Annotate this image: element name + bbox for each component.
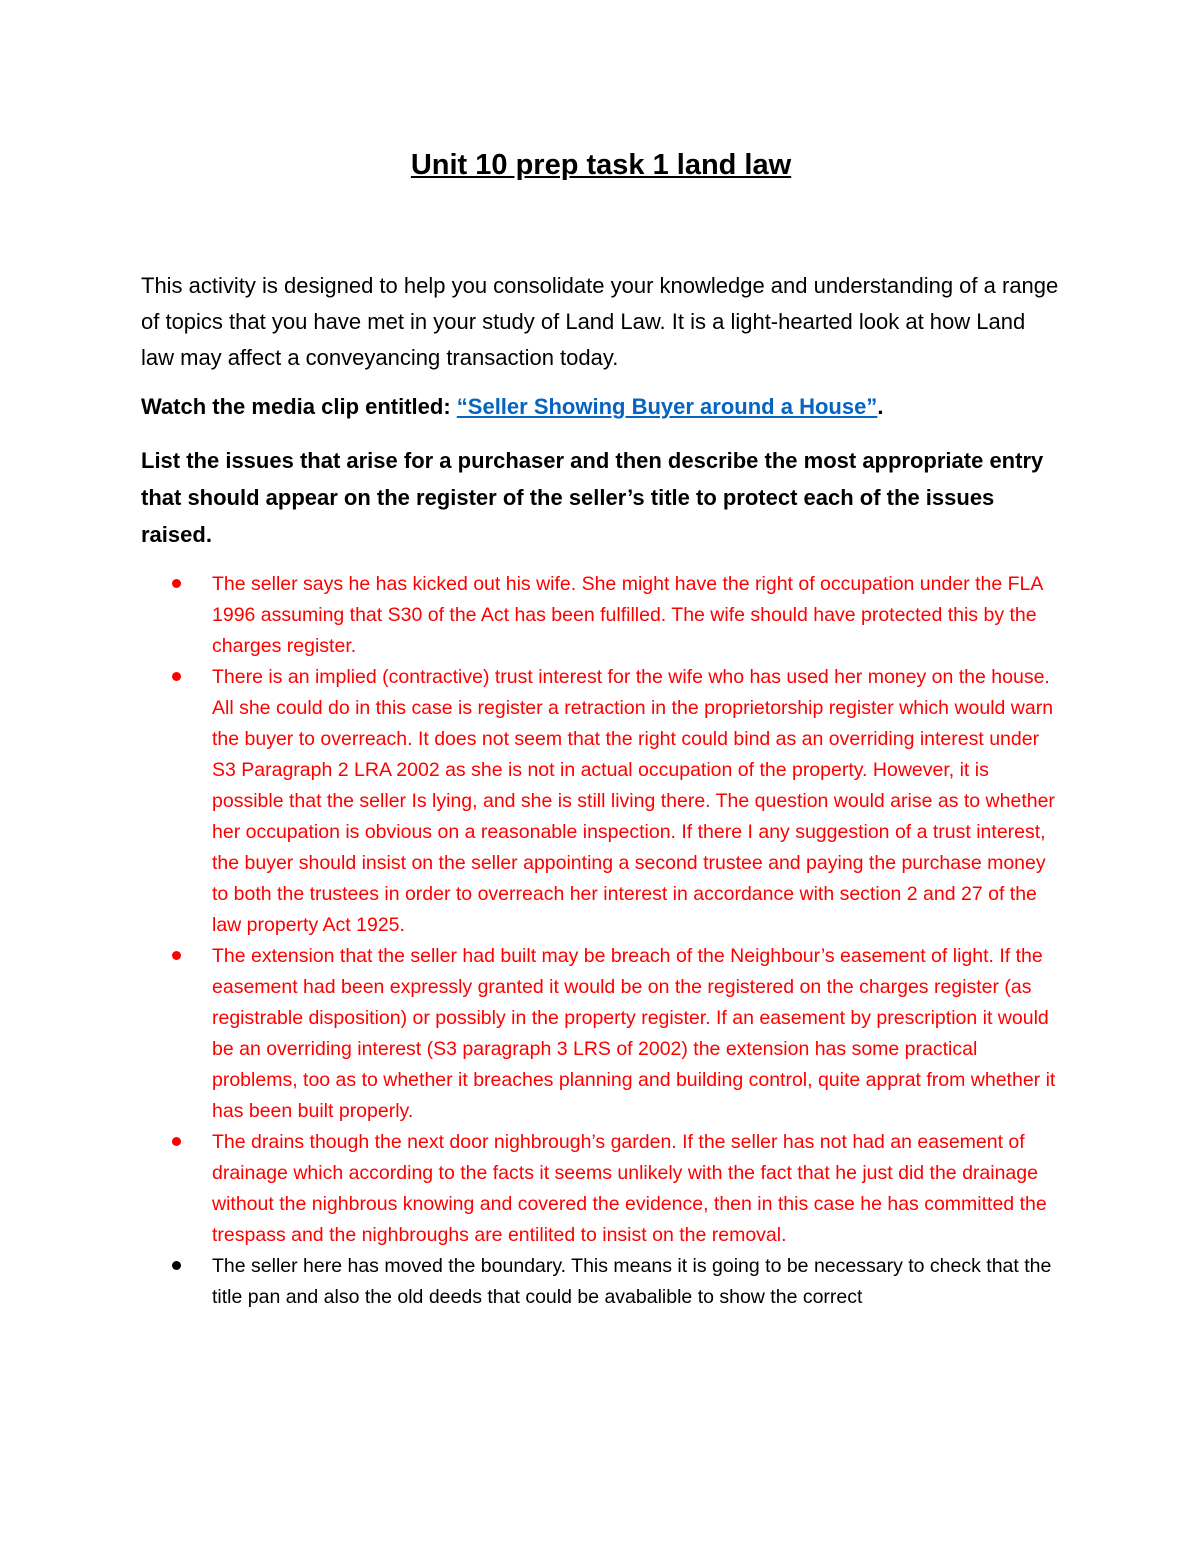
issues-list xyxy=(141,569,1061,1313)
issue-text: The extension that the seller had built may be breach of the Neighbour’s easement of light. If the easement had been expressly granted it would be on the registered on the charges register (as registrable disposition) or possibly in the property register. If an easement by prescription it would be an overriding interest (S3 paragraph 3 LRS of 2002) the extension has some practical problems, too as to whether it breaches planning and building control, quite apprat from whether it has been built properly. xyxy=(212,945,1056,1122)
issue-text: The seller says he has kicked out his wife. She might have the right of occupation under the FLA 1996 assuming that S30 of the Act has been fulfilled. The wife should have protected this by the charges register. xyxy=(212,573,1043,657)
issue-text: The seller here has moved the boundary. This means it is going to be necessary to check that the title pan and also the old deeds that could be avabalible to show the correct xyxy=(212,1255,1052,1308)
issue-text: The drains though the next door nighbrough’s garden. If the seller has not had an easement of drainage which according to the facts it seems unlikely with the fact that he just did the drainage without the nighbrous knowing and covered the evidence, then in this case he has committed the trespass and the nighbroughs are entilited to insist on the removal. xyxy=(212,1131,1047,1246)
watch-instruction xyxy=(141,390,1061,424)
intro-paragraph: This activity is designed to help you consolidate your knowledge and understanding of a range of topics that you have met in your study of Land Law. It is a light-hearted look at how Land law may affect a conveyancing transaction today. xyxy=(141,273,1059,370)
watch-prefix: Watch the media clip entitled: xyxy=(141,394,457,419)
bullet-icon xyxy=(172,672,181,681)
list-item xyxy=(141,569,1061,662)
task-instruction: List the issues that arise for a purchaser and then describe the most appropriate entry that should appear on the register of the seller’s title to protect each of the issues raised. xyxy=(141,448,1044,547)
document-body xyxy=(141,148,1061,1313)
document-title: Unit 10 prep task 1 land law xyxy=(410,149,792,181)
issue-text: There is an implied (contractive) trust interest for the wife who has used her money on the house. All she could do in this case is register a retraction in the proprietorship register which would warn the buyer to overreach. It does not seem that the right could bind as an overriding interest under S3 Paragraph 2 LRA 2002 as she is not in actual occupation of the property. However, it is possible that the seller Is lying, and she is still living there. The question would arise as to whether her occupation is obvious on a reasonable inspection. If there I any suggestion of a trust interest, the buyer should insist on the seller appointing a second trustee and paying the purchase money to both the trustees in order to overreach her interest in accordance with section 2 and 27 of the law property Act 1925. xyxy=(212,666,1055,936)
list-item xyxy=(141,662,1061,941)
list-item xyxy=(141,1251,1061,1313)
bullet-icon xyxy=(172,1261,181,1270)
list-item xyxy=(141,941,1061,1127)
bullet-icon xyxy=(172,951,181,960)
watch-suffix: . xyxy=(877,394,884,419)
list-item xyxy=(141,1127,1061,1251)
bullet-icon xyxy=(172,1137,181,1146)
media-clip-link[interactable]: “Seller Showing Buyer around a House” xyxy=(456,394,878,419)
bullet-icon xyxy=(172,579,181,588)
